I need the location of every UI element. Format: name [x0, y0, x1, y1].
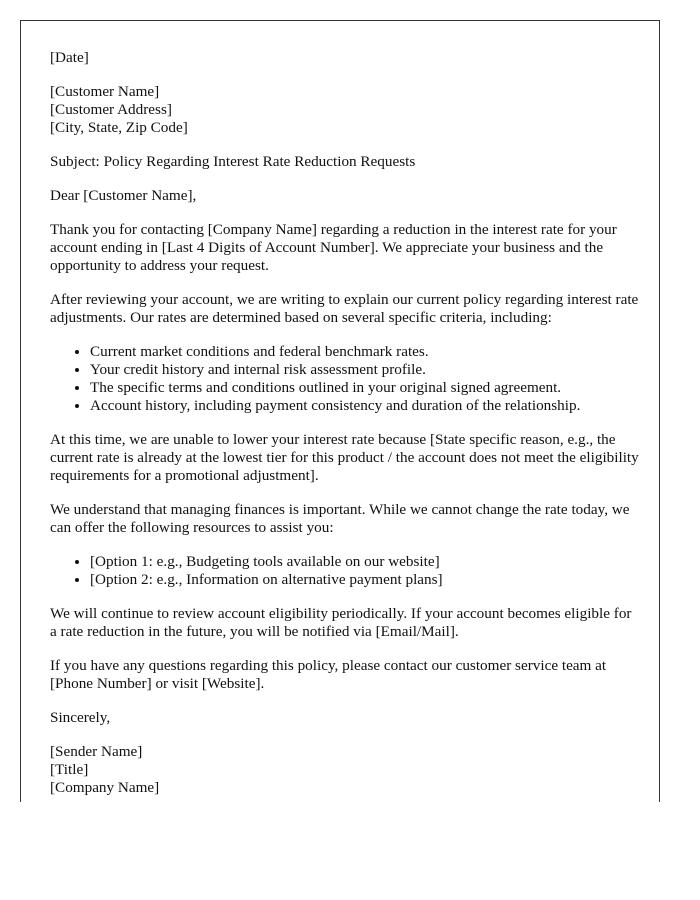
- closing: Sincerely,: [50, 709, 111, 726]
- recipient-street: [Customer Address]: [50, 101, 172, 118]
- contact-paragraph: If you have any questions regarding this policy, please contact our customer service team at [Phone Number] or visit [Website].: [50, 657, 607, 692]
- list-item: • The specific terms and conditions outlined in your original signed agreement.: [90, 379, 640, 397]
- letter-body: [50, 49, 640, 802]
- letter-date: [Date]: [50, 49, 89, 66]
- sender-company: [Company Name]: [50, 779, 160, 796]
- list-item: • [Option 2: e.g., Information on alternative payment plans]: [90, 571, 640, 589]
- signature-block: [50, 743, 640, 797]
- options-list: [50, 553, 640, 589]
- list-item: • Your credit history and internal risk assessment profile.: [90, 361, 640, 379]
- salutation: Dear [Customer Name],: [50, 187, 197, 204]
- resources-paragraph: We understand that managing finances is important. While we cannot change the rate today, we can offer the following resources to assist you:: [50, 501, 630, 536]
- intro-paragraph: Thank you for contacting [Company Name] regarding a reduction in the interest rate for your account ending in [Last 4 Digits of Account Number]. We appreciate your business and the opportunity to address your request.: [50, 221, 617, 274]
- recipient-name: [Customer Name]: [50, 83, 160, 100]
- list-item: • [Option 1: e.g., Budgeting tools available on our website]: [90, 553, 640, 571]
- decision-paragraph: At this time, we are unable to lower your interest rate because [State specific reason, e.g., the current rate is already at the lowest tier for this product / the account does not meet the eligibility requirements for a promotional adjustment].: [50, 431, 639, 484]
- list-item: • Account history, including payment consistency and duration of the relationship.: [90, 397, 640, 415]
- review-paragraph: We will continue to review account eligibility periodically. If your account becomes eligible for a rate reduction in the future, you will be notified via [Email/Mail].: [50, 605, 632, 640]
- subject-line: Subject: Policy Regarding Interest Rate Reduction Requests: [50, 153, 416, 170]
- recipient-address: [50, 83, 640, 137]
- list-item: • Current market conditions and federal benchmark rates.: [90, 343, 640, 361]
- criteria-list: [50, 343, 640, 415]
- policy-paragraph: After reviewing your account, we are writing to explain our current policy regarding interest rate adjustments. Our rates are determined based on several specific criteria, including:: [50, 291, 639, 326]
- sender-title: [Title]: [50, 761, 89, 778]
- sender-name: [Sender Name]: [50, 743, 143, 760]
- letter-page: [20, 20, 660, 802]
- recipient-city: [City, State, Zip Code]: [50, 119, 188, 136]
